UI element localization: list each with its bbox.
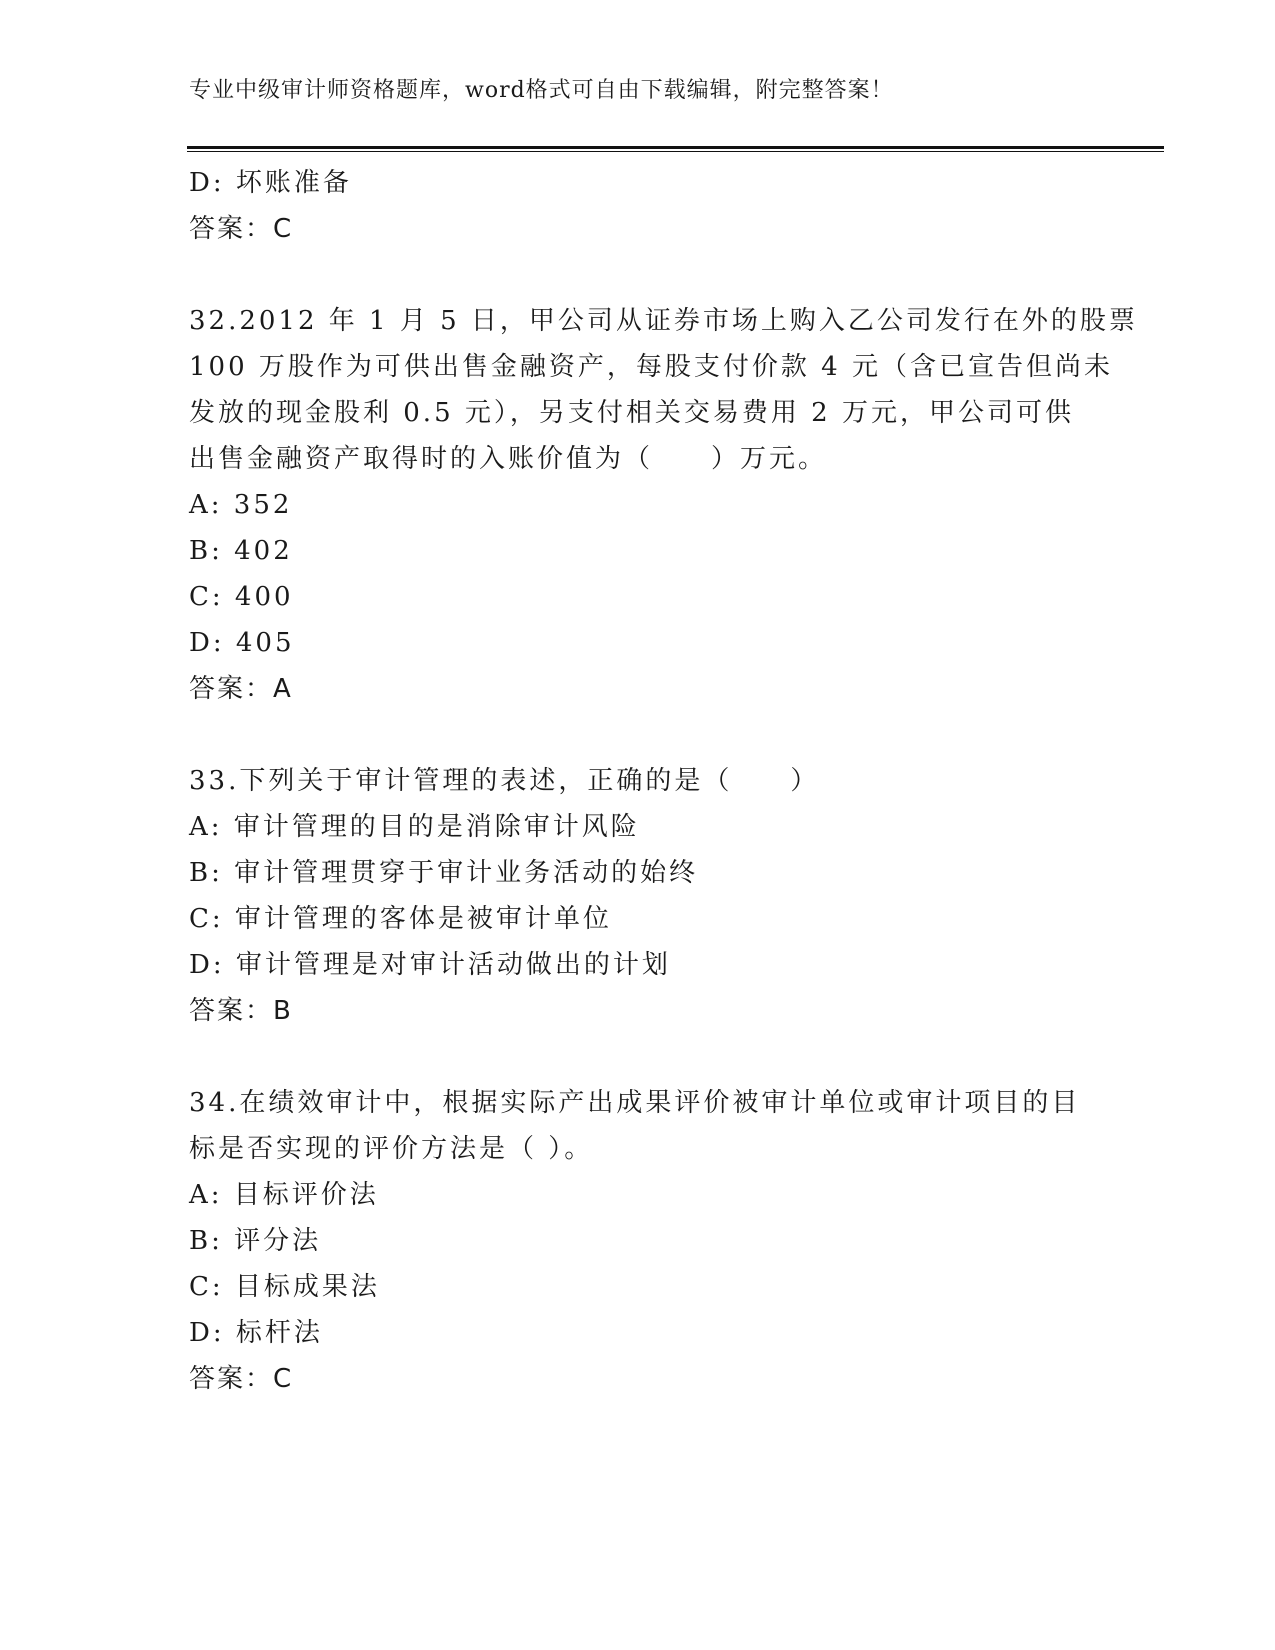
answer-line: 答案：C [189,1364,294,1394]
question-stem-line: 100 万股作为可供出售金融资产，每股支付价款 4 元（含已宣告但尚未 [189,352,1113,382]
question-stem-line: 34.在绩效审计中，根据实际产出成果评价被审计单位或审计项目的目 [189,1088,1081,1118]
option-a: A: 审计管理的目的是消除审计风险 [189,812,640,842]
option-b: B: 402 [189,536,293,566]
header-divider [187,146,1164,152]
answer-line: 答案：A [189,674,293,704]
option-a: A: 目标评价法 [189,1180,379,1210]
answer-line: 答案：C [189,214,294,244]
option-d: D: 405 [189,628,295,658]
question-stem-line: 发放的现金股利 0.5 元），另支付相关交易费用 2 万元，甲公司可供 [189,398,1074,428]
option-a: A: 352 [189,490,293,520]
question-stem-line: 标是否实现的评价方法是（ ）。 [189,1134,594,1164]
question-stem-line: 出售金融资产取得时的入账价值为（ ）万元。 [189,444,828,474]
option-d: D: 坏账准备 [189,168,352,198]
option-c: C: 审计管理的客体是被审计单位 [189,904,612,934]
question-stem-line: 33.下列关于审计管理的表述，正确的是（ ） [189,766,820,796]
spacer [189,712,1089,758]
question-stem-line: 32.2012 年 1 月 5 日，甲公司从证券市场上购入乙公司发行在外的股票 [189,306,1138,336]
option-c: C: 400 [189,582,294,612]
option-b: B: 评分法 [189,1226,322,1256]
question-33 [189,758,1089,1034]
question-32 [189,298,1138,712]
option-c: C: 目标成果法 [189,1272,380,1302]
option-d: D: 标杆法 [189,1318,323,1348]
option-b: B: 审计管理贯穿于审计业务活动的始终 [189,858,699,888]
spacer [189,252,1089,298]
spacer [189,1034,1089,1080]
question-34 [189,1080,1089,1402]
document-body [189,160,1138,1402]
previous-question-tail [189,160,1089,252]
option-d: D: 审计管理是对审计活动做出的计划 [189,950,671,980]
answer-line: 答案：B [189,996,293,1026]
page-header: 专业中级审计师资格题库，word格式可自由下载编辑，附完整答案！ [189,78,894,103]
